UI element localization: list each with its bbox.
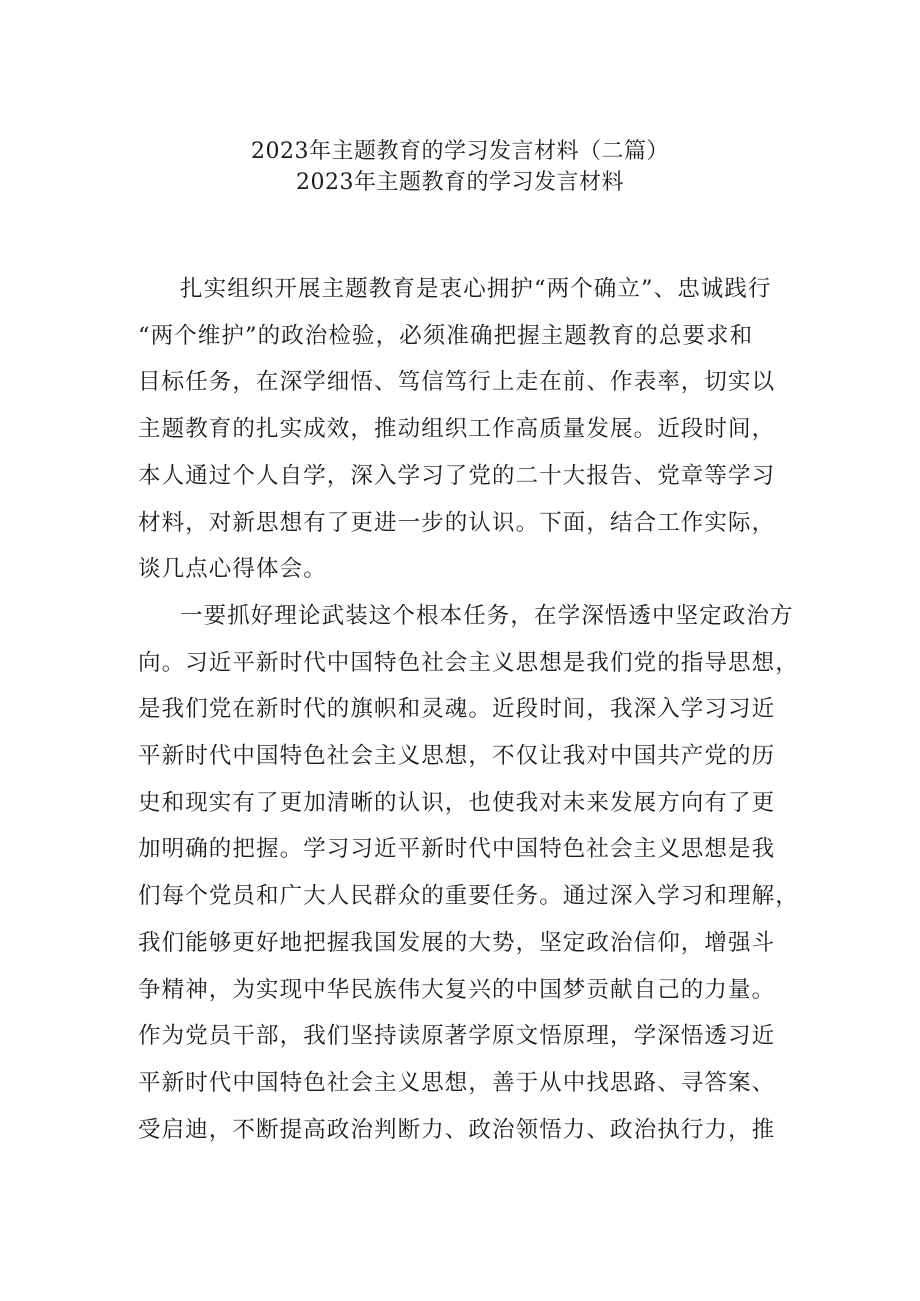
text-line: 加明确的把握。学习习近平新时代中国特色社会主义思想是我	[138, 836, 776, 863]
text-line: 我们能够更好地把握我国发展的大势，坚定政治信仰，增强斗	[138, 929, 776, 956]
text-line: 平新时代中国特色社会主义思想，不仅让我对中国共产党的历	[138, 743, 776, 770]
text-line: 平新时代中国特色社会主义思想，善于从中找思路、寻答案、	[138, 1069, 776, 1096]
text-line: 们每个党员和广大人民群众的重要任务。通过深入学习和理解，	[138, 883, 799, 910]
text-line: 扎实组织开展主题教育是衷心拥护“两个确立”、忠诚践行	[180, 276, 772, 302]
text-line: 作为党员干部，我们坚持读原著学原文悟原理，学深悟透习近	[138, 1023, 776, 1050]
paragraph-theory	[138, 593, 799, 1153]
text-line: 是我们党在新时代的旗帜和灵魂。近段时间，我深入学习习近	[138, 696, 776, 723]
text-line: 主题教育的扎实成效，推动组织工作高质量发展。近段时间，	[138, 416, 776, 443]
text-line: 材料，对新思想有了更进一步的认识。下面，结合工作实际，	[138, 509, 776, 536]
text-line: 受启迪，不断提高政治判断力、政治领悟力、政治执行力，推	[138, 1116, 776, 1143]
title-block	[0, 136, 920, 198]
text-line: 向。习近平新时代中国特色社会主义思想是我们党的指导思想，	[138, 649, 799, 676]
document-subtitle: 2023年主题教育的学习发言材料	[296, 170, 624, 195]
document-body	[138, 266, 799, 1153]
paragraph-intro	[138, 266, 782, 593]
text-line: 谈几点心得体会。	[138, 556, 327, 583]
text-line: 本人通过个人自学，深入学习了党的二十大报告、党章等学习	[138, 462, 776, 489]
document-title: 2023年主题教育的学习发言材料（二篇）	[251, 139, 669, 164]
text-line: 史和现实有了更加清晰的认识，也使我对未来发展方向有了更	[138, 789, 776, 816]
text-line: 一要抓好理论武装这个根本任务，在学深悟透中坚定政治方	[180, 602, 794, 629]
text-line: 目标任务，在深学细悟、笃信笃行上走在前、作表率，切实以	[138, 369, 776, 396]
text-line: 争精神，为实现中华民族伟大复兴的中国梦贡献自己的力量。	[138, 976, 776, 1003]
text-line: “两个维护”的政治检验，必须准确把握主题教育的总要求和	[138, 322, 754, 349]
